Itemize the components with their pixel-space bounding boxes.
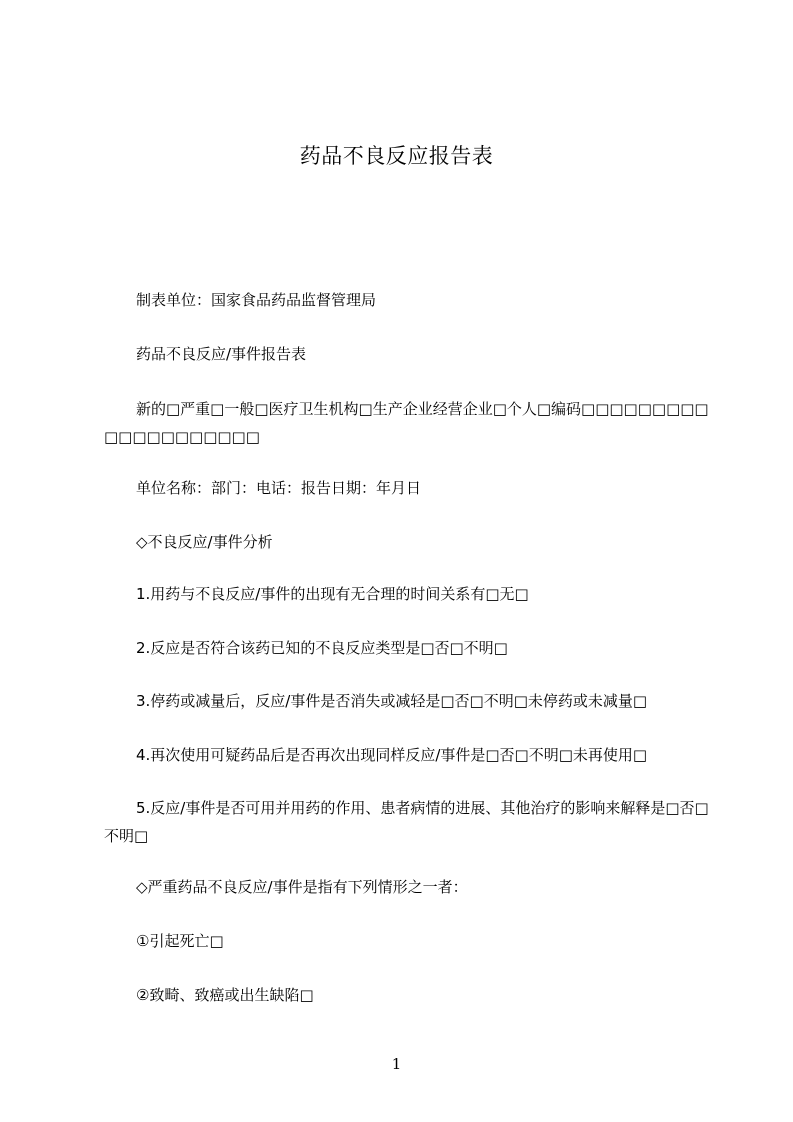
paragraph-issuing-unit: 制表单位：国家食品药品监督管理局 <box>136 291 377 309</box>
paragraph-serious-item-1: ①引起死亡□ <box>136 932 224 950</box>
paragraph-report-type-code: 新的□严重□一般□医疗卫生机构□生产企业经营企业□个人□编码□□□□□□□□□□□□□□□□□□□□ <box>104 400 709 446</box>
paragraph-analysis-heading: ◇不良反应/事件分析 <box>136 533 273 551</box>
paragraph-analysis-item-5: 5.反应/事件是否可用并用药的作用、患者病情的进展、其他治疗的影响来解释是□否□不明□ <box>104 799 709 845</box>
paragraph-serious-item-2: ②致畸、致癌或出生缺陷□ <box>136 986 314 1004</box>
document-title: 药品不良反应报告表 <box>299 144 494 168</box>
paragraph-form-name: 药品不良反应/事件报告表 <box>136 345 307 363</box>
paragraph-serious-heading: ◇严重药品不良反应/事件是指有下列情形之一者： <box>136 878 468 896</box>
page-number: 1 <box>391 1055 402 1073</box>
paragraph-unit-info: 单位名称：部门：电话：报告日期：年月日 <box>136 479 422 497</box>
paragraph-analysis-item-3: 3.停药或减量后，反应/事件是否消失或减轻是□否□不明□未停药或未减量□ <box>136 692 648 710</box>
paragraph-analysis-item-4: 4.再次使用可疑药品后是否再次出现同样反应/事件是□否□不明□未再使用□ <box>136 746 648 764</box>
paragraph-analysis-item-1: 1.用药与不良反应/事件的出现有无合理的时间关系有□无□ <box>136 585 529 603</box>
paragraph-analysis-item-2: 2.反应是否符合该药已知的不良反应类型是□否□不明□ <box>136 639 508 657</box>
